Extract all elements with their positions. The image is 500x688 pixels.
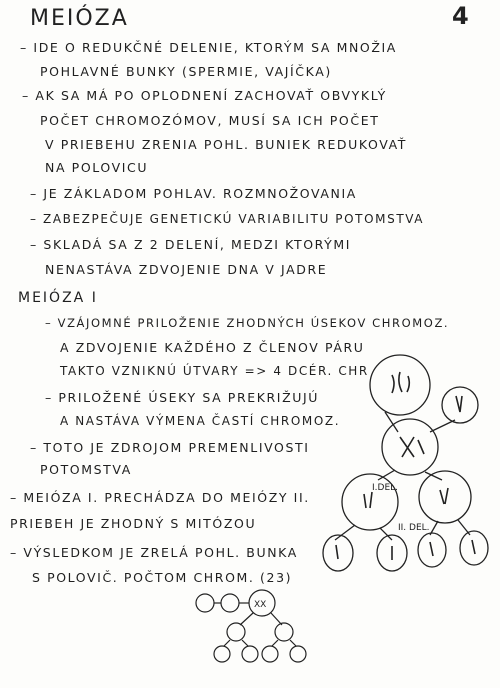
text-line: PRIEBEH JE ZHODNÝ S MITÓZOU [10,516,257,531]
text-line: V PRIEBEHU ZRENIA POHL. BUNIEK REDUKOVAŤ [45,137,408,152]
division-2-label: II. DEL. [398,523,430,533]
text-line: – VZÁJOMNÉ PRILOŽENIE ZHODNÝCH ÚSEKOV CHROMOZ. [45,316,450,330]
text-line: – ZABEZPEČUJE GENETICKÚ VARIABILITU POTOMSTVA [30,212,425,226]
text-line: – PRILOŽENÉ ÚSEKY SA PREKRIŽUJÚ [45,390,320,405]
text-line: A ZDVOJENIE KAŽDÉHO Z ČLENOV PÁRU [60,340,365,355]
text-line: NENASTÁVA ZDVOJENIE DNA V JADRE [45,262,328,277]
dividing-cell [382,419,438,475]
division-1-label: I.DEL. [372,483,399,493]
text-line: NA POLOVICU [45,160,149,175]
division-1-cell-right [419,471,471,523]
section-heading: MEIÓZA I [18,290,98,306]
text-line: – MEIÓZA I. PRECHÁDZA DO MEIÓZY II. [10,490,310,505]
small-diagram-top-label: XX [254,600,267,610]
text-line: – IDE O REDUKČNÉ DELENIE, KTORÝM SA MNOŽIA [20,40,397,55]
text-line: – TOTO JE ZDROJOM PREMENLIVOSTI [30,440,310,455]
text-line: A NASTÁVA VÝMENA ČASTÍ CHROMOZ. [60,414,341,428]
text-line: S POLOVIČ. POČTOM CHROM. (23) [32,570,293,585]
text-line: POHLAVNÉ BUNKY (SPERMIE, VAJÍČKA) [40,64,332,79]
parent-cell-small [442,387,478,423]
page-title: MEIÓZA [30,6,129,31]
text-line: – AK SA MÁ PO OPLODNENÍ ZACHOVAŤ OBVYKLÝ [22,88,387,103]
text-line: – JE ZÁKLADOM POHLAV. ROZMNOŽOVANIA [30,186,357,201]
page-number: 4 [452,2,469,30]
text-line: – VÝSLEDKOM JE ZRELÁ POHL. BUNKA [10,545,298,560]
text-line: POTOMSTVA [40,462,132,477]
text-line: – SKLADÁ SA Z 2 DELENÍ, MEDZI KTORÝMI [30,237,352,252]
small-meiosis-diagram [196,590,306,662]
text-line: POČET CHROMOZÓMOV, MUSÍ SA ICH POČET [40,113,380,128]
text-line: TAKTO VZNIKNÚ ÚTVARY => 4 DCÉR. CHR [60,364,369,378]
